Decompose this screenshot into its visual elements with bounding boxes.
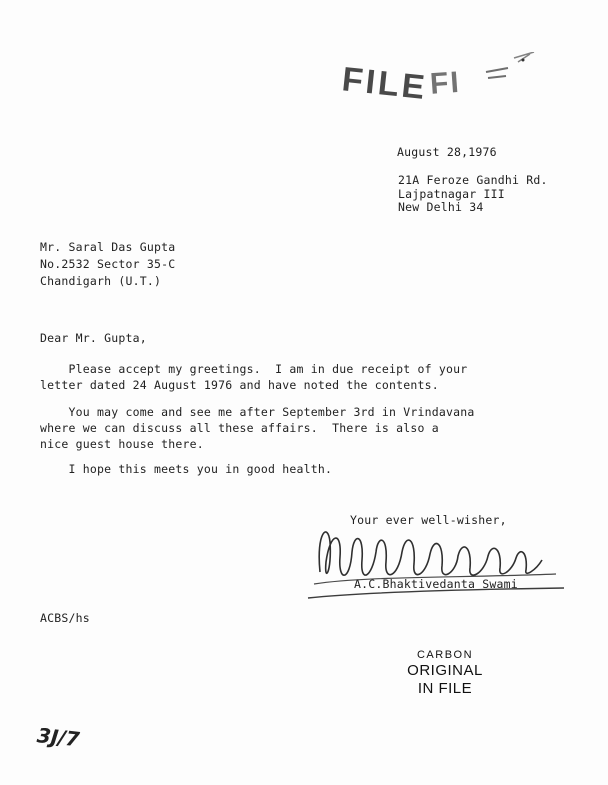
svg-text:FI: FI [428, 65, 462, 101]
recipient-address-line-2: No.2532 Sector 35-C [40, 257, 176, 271]
letter-date: August 28,1976 [397, 145, 497, 159]
paragraph-1-line-1: Please accept my greetings. I am in due receipt of your [40, 362, 468, 376]
recipient-name: Mr. Saral Das Gupta [40, 240, 176, 254]
carbon-stamp-line-2: ORIGINAL [407, 662, 483, 679]
svg-text:FILE: FILE [340, 60, 430, 107]
paragraph-2-line-2: where we can discuss all these affairs. There is also a [40, 421, 439, 435]
signer-name: A.C.Bhaktivedanta Swami [354, 577, 518, 591]
paragraph-1-line-2: letter dated 24 August 1976 and have noted the contents. [40, 378, 439, 392]
salutation: Dear Mr. Gupta, [40, 331, 147, 345]
sender-address-line-2: Lajpatnagar III [398, 187, 505, 201]
svg-text:3J/7: 3J/7 [35, 723, 81, 752]
sender-address-line-3: New Delhi 34 [398, 200, 484, 214]
valediction: Your ever well-wisher, [350, 513, 507, 527]
carbon-original-stamp [390, 648, 500, 698]
typist-initials: ACBS/hs [40, 611, 90, 625]
file-stamp [338, 52, 538, 107]
paragraph-2-line-1: You may come and see me after September 3rd in Vrindavana [40, 405, 475, 419]
sender-address-line-1: 21A Feroze Gandhi Rd. [398, 173, 548, 187]
carbon-stamp-line-1: CARBON [416, 649, 474, 661]
carbon-stamp-line-3: IN FILE [417, 680, 473, 697]
paragraph-3: I hope this meets you in good health. [40, 462, 333, 476]
paragraph-2-line-3: nice guest house there. [40, 437, 204, 451]
handwritten-mark [35, 720, 115, 756]
recipient-address-line-3: Chandigarh (U.T.) [40, 274, 162, 288]
